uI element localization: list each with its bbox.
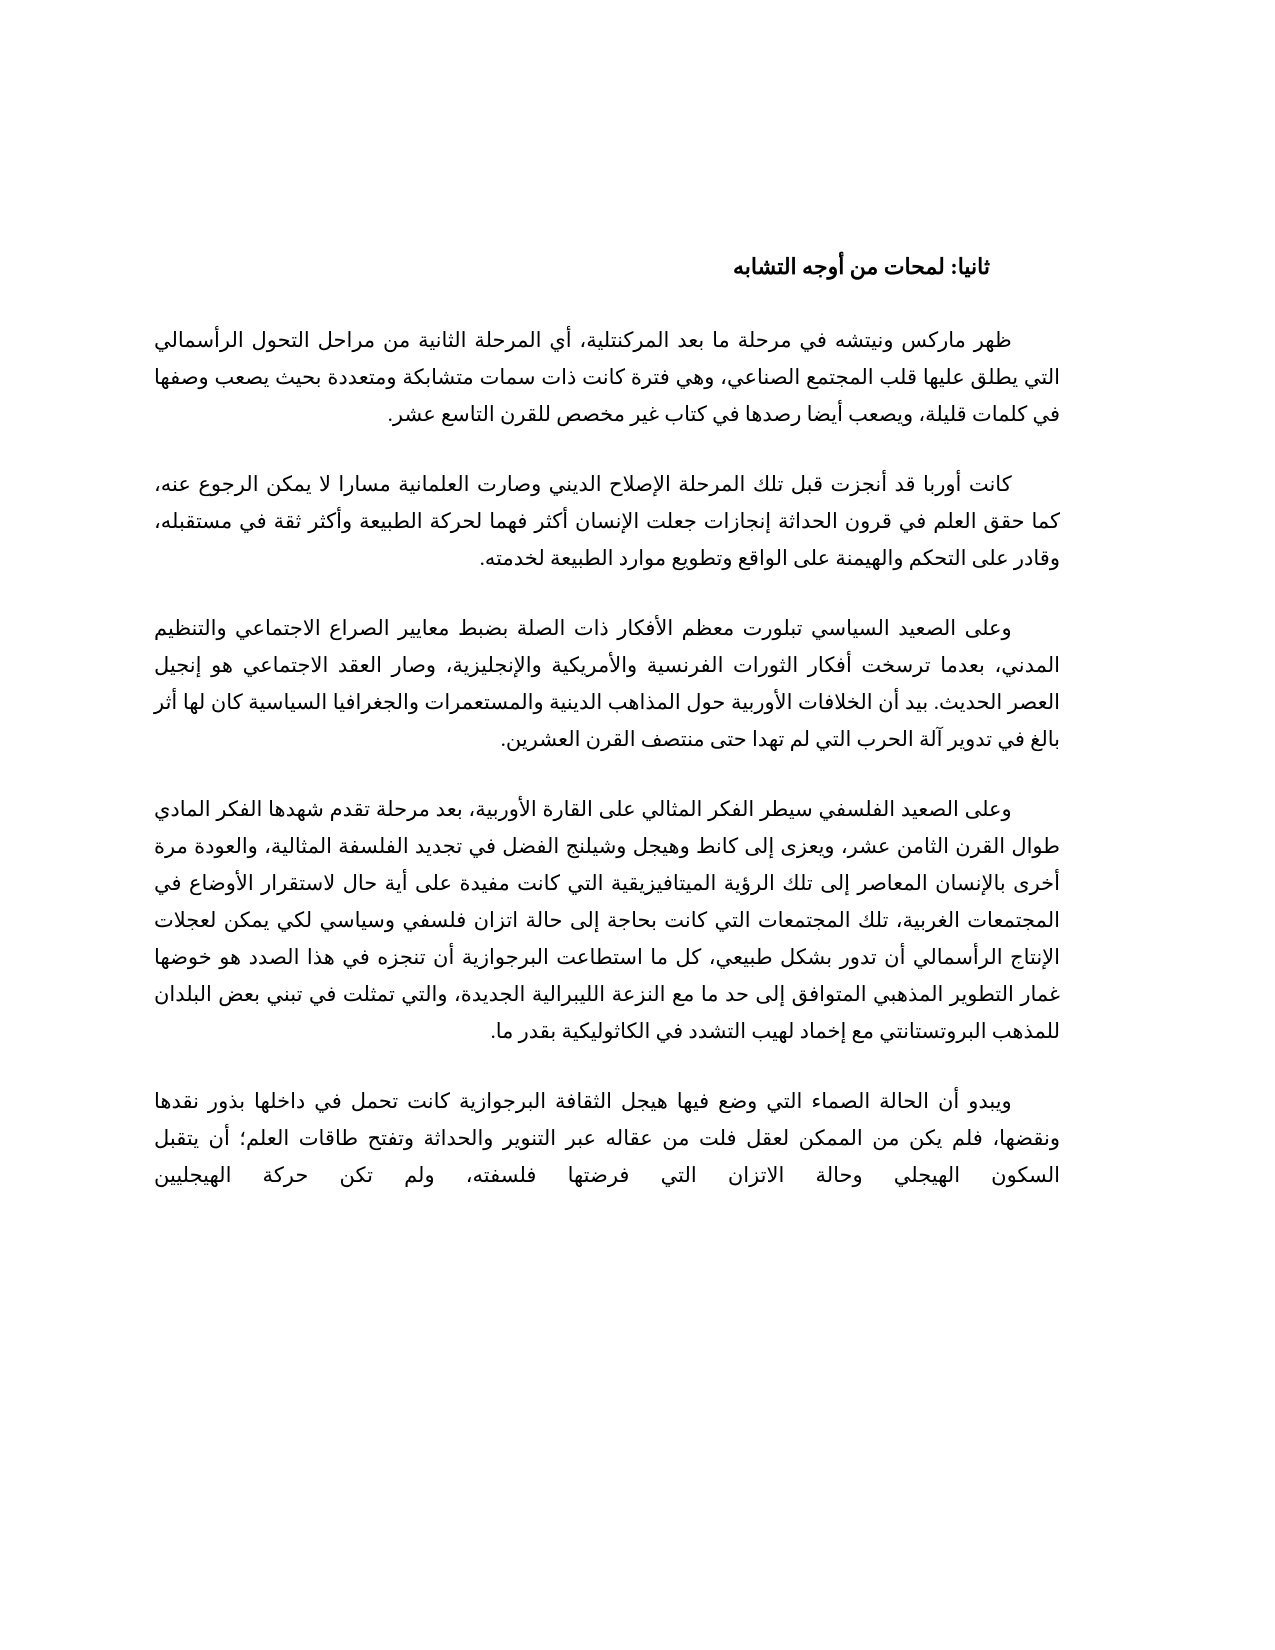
paragraph-1: ظهر ماركس ونيتشه في مرحلة ما بعد المركنتلية، أي المرحلة الثانية من مراحل التحول الرأسمالي التي يطلق عليها قلب المجتمع الصناعي، وهي فترة كانت ذات سمات متشابكة ومتعددة بحيث يصعب وصفها في كلمات قليلة، ويصعب أيضا رصدها في كتاب غير مخصص للقرن التاسع عشر. (154, 328, 1060, 426)
document-page (154, 250, 1060, 1194)
paragraph-2: كانت أوربا قد أنجزت قبل تلك المرحلة الإصلاح الديني وصارت العلمانية مسارا لا يمكن الرجوع عنه، كما حقق العلم في قرون الحداثة إنجازات جعلت الإنسان أكثر فهما لحركة الطبيعة وأكثر ثقة في مستقبله، وقادر على التحكم والهيمنة على الواقع وتطويع موارد الطبيعة لخدمته. (154, 472, 1060, 570)
paragraph-3: وعلى الصعيد السياسي تبلورت معظم الأفكار ذات الصلة بضبط معايير الصراع الاجتماعي والتنظيم المدني، بعدما ترسخت أفكار الثورات الفرنسية والأمريكية والإنجليزية، وصار العقد الاجتماعي هو إنجيل العصر الحديث. بيد أن الخلافات الأوربية حول المذاهب الدينية والمستعمرات والجغرافيا السياسية كان لها أثر بالغ في تدوير آلة الحرب التي لم تهدا حتى منتصف القرن العشرين. (154, 616, 1060, 751)
paragraph-5: ويبدو أن الحالة الصماء التي وضع فيها هيجل الثقافة البرجوازية كانت تحمل في داخلها بذور نقدها ونقضها، فلم يكن من الممكن لعقل فلت من عقاله عبر التنوير والحداثة وتفتح طاقات العلم؛ أن يتقبل السكون الهيجلي وحالة الاتزان التي فرضتها فلسفته، ولم تكن حركة الهيجليين (154, 1089, 1060, 1187)
section-heading: ثانيا: لمحات من أوجه التشابه (732, 254, 990, 279)
paragraph-4: وعلى الصعيد الفلسفي سيطر الفكر المثالي على القارة الأوربية، بعد مرحلة تقدم شهدها الفكر المادي طوال القرن الثامن عشر، ويعزى إلى كانط وهيجل وشيلنج الفضل في تجديد الفلسفة المثالية، والعودة مرة أخرى بالإنسان المعاصر إلى تلك الرؤية الميتافيزيقية التي كانت مفيدة على أية حال لاستقرار الأوضاع في المجتمعات الغربية، تلك المجتمعات التي كانت بحاجة إلى حالة اتزان فلسفي وسياسي لكي يمكن لعجلات الإنتاج الرأسمالي أن تدور بشكل طبيعي، كل ما استطاعت البرجوازية أن تنجزه في هذا الصدد هو خوضها غمار التطوير المذهبي المتوافق إلى حد ما مع النزعة الليبرالية الجديدة، والتي تمثلت في تبني بعض البلدان للمذهب البروتستانتي مع إخماد لهيب التشدد في الكاثوليكية بقدر ما. (154, 797, 1060, 1043)
